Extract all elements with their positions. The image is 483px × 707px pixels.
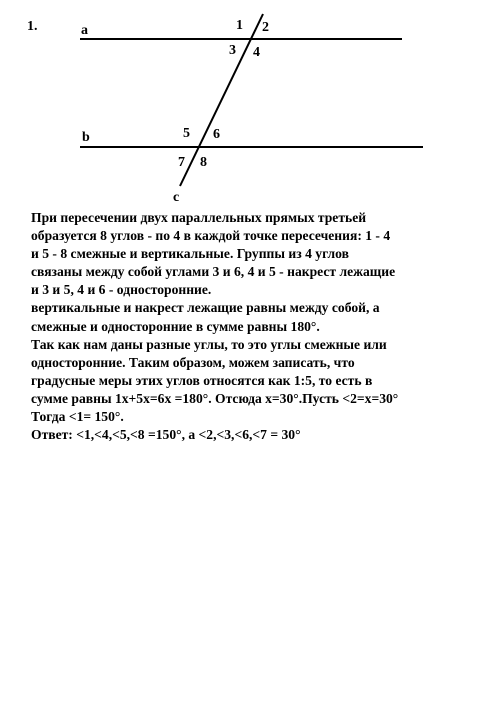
angle-label-7: 7 [178, 155, 185, 170]
solution-text [31, 209, 476, 444]
solution-line: и 5 - 8 смежные и вертикальные. Группы из 4 углов [31, 246, 349, 262]
solution-line: сумме равны 1х+5х=6х =180°. Отсюда х=30°.Пусть <2=х=30° [31, 390, 399, 406]
solution-line: и 3 и 5, 4 и 6 - односторонние. [31, 282, 212, 298]
angle-label-1: 1 [236, 18, 243, 33]
line-label-b: b [82, 130, 90, 145]
angle-label-8: 8 [200, 155, 207, 170]
solution-line: градусные меры этих углов относятся как 1:5, то есть в [31, 372, 373, 388]
solution-line: вертикальные и накрест лежащие равны между собой, а [31, 300, 380, 316]
angle-label-4: 4 [253, 45, 260, 60]
solution-line: Ответ: <1,<4,<5,<8 =150°, а <2,<3,<6,<7 = 30° [31, 427, 301, 443]
solution-line: Тогда <1= 150°. [31, 409, 124, 425]
solution-line: Так как нам даны разные углы, то это углы смежные или [31, 336, 387, 352]
angle-label-5: 5 [183, 126, 190, 141]
solution-line: связаны между собой углами 3 и 6, 4 и 5 - накрест лежащие [31, 264, 396, 280]
geometry-figure [0, 0, 483, 210]
angle-label-2: 2 [262, 20, 269, 35]
angle-label-3: 3 [229, 43, 236, 58]
solution-line: образуется 8 углов - по 4 в каждой точке пересечения: 1 - 4 [31, 228, 391, 244]
line-label-c: c [173, 190, 180, 205]
solution-line: односторонние. Таким образом, можем записать, что [31, 354, 355, 370]
angle-label-6: 6 [213, 127, 220, 142]
problem-number: 1. [27, 19, 38, 34]
solution-line: смежные и односторонние в сумме равны 180°. [31, 318, 320, 334]
solution-line: При пересечении двух параллельных прямых третьей [31, 210, 367, 225]
line-label-a: a [81, 23, 88, 38]
